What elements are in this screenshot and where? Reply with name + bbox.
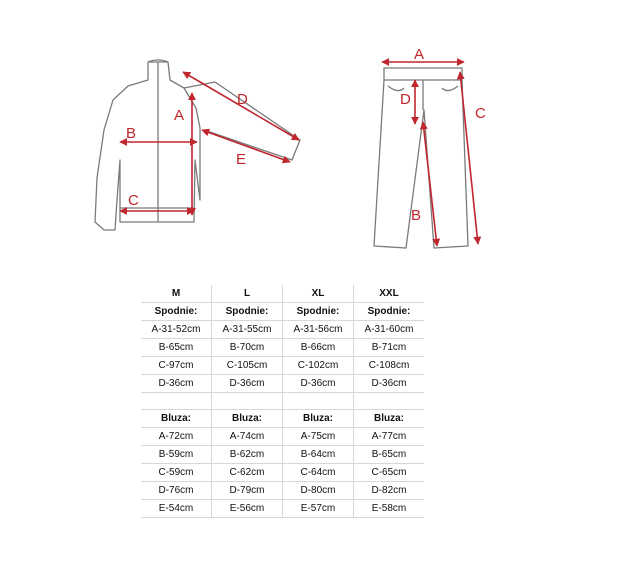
pants-section-row [141, 303, 424, 321]
table-cell: A-31-56cm [283, 321, 354, 339]
jacket-label-e: E [236, 151, 247, 168]
table-cell: B-62cm [212, 446, 283, 464]
pants-measure-lines [382, 62, 478, 246]
pants-label-c: C [475, 105, 486, 122]
table-row [141, 357, 424, 375]
size-header-l: L [212, 285, 283, 303]
table-cell: A-74cm [212, 428, 283, 446]
jacket-label-c: C [128, 192, 139, 209]
section-title: Spodnie: [212, 303, 283, 321]
spacer-row [141, 393, 424, 410]
empty-cell [354, 393, 425, 410]
table-cell: C-62cm [212, 464, 283, 482]
empty-cell [283, 393, 354, 410]
table-cell: B-65cm [141, 339, 212, 357]
table-cell: E-54cm [141, 500, 212, 518]
empty-cell [141, 393, 212, 410]
table-cell: A-72cm [141, 428, 212, 446]
jacket-label-a: A [174, 107, 185, 124]
pants-label-d: D [400, 91, 411, 108]
section-title: Spodnie: [141, 303, 212, 321]
jacket-section-row [141, 410, 424, 428]
table-row [141, 375, 424, 393]
table-cell: D-76cm [141, 482, 212, 500]
jacket-illustration [95, 60, 300, 230]
empty-cell [212, 393, 283, 410]
table-cell: B-66cm [283, 339, 354, 357]
jacket-label-d: D [237, 91, 248, 108]
size-header-row [141, 285, 424, 303]
pants-label-b: B [411, 207, 422, 224]
table-cell: E-57cm [283, 500, 354, 518]
table-cell: C-108cm [354, 357, 425, 375]
table-cell: B-70cm [212, 339, 283, 357]
section-title: Spodnie: [283, 303, 354, 321]
table-row [141, 446, 424, 464]
size-diagram [0, 0, 618, 280]
jacket-measure-lines [120, 72, 299, 215]
table-cell: E-58cm [354, 500, 425, 518]
table-cell: C-59cm [141, 464, 212, 482]
table-cell: C-97cm [141, 357, 212, 375]
table-row [141, 482, 424, 500]
table-cell: D-82cm [354, 482, 425, 500]
pants-label-a: A [414, 46, 425, 63]
table-cell: C-64cm [283, 464, 354, 482]
table-row [141, 500, 424, 518]
table-cell: D-79cm [212, 482, 283, 500]
table-cell: D-80cm [283, 482, 354, 500]
jacket-label-b: B [126, 125, 137, 142]
table-cell: C-65cm [354, 464, 425, 482]
table-cell: A-31-60cm [354, 321, 425, 339]
size-header-m: M [141, 285, 212, 303]
size-header-xl: XL [283, 285, 354, 303]
section-title: Bluza: [212, 410, 283, 428]
table-cell: B-64cm [283, 446, 354, 464]
table-cell: C-105cm [212, 357, 283, 375]
table-row [141, 464, 424, 482]
table-cell: D-36cm [141, 375, 212, 393]
table-cell: B-71cm [354, 339, 425, 357]
size-table [141, 285, 424, 518]
table-cell: A-75cm [283, 428, 354, 446]
table-row [141, 339, 424, 357]
table-cell: A-31-52cm [141, 321, 212, 339]
table-cell: A-77cm [354, 428, 425, 446]
table-cell: D-36cm [212, 375, 283, 393]
table-row [141, 321, 424, 339]
size-header-xxl: XXL [354, 285, 425, 303]
table-cell: A-31-55cm [212, 321, 283, 339]
section-title: Bluza: [141, 410, 212, 428]
table-cell: E-56cm [212, 500, 283, 518]
table-cell: B-65cm [354, 446, 425, 464]
table-cell: D-36cm [354, 375, 425, 393]
section-title: Spodnie: [354, 303, 425, 321]
table-cell: B-59cm [141, 446, 212, 464]
table-cell: C-102cm [283, 357, 354, 375]
table-cell: D-36cm [283, 375, 354, 393]
section-title: Bluza: [283, 410, 354, 428]
table-row [141, 428, 424, 446]
section-title: Bluza: [354, 410, 425, 428]
